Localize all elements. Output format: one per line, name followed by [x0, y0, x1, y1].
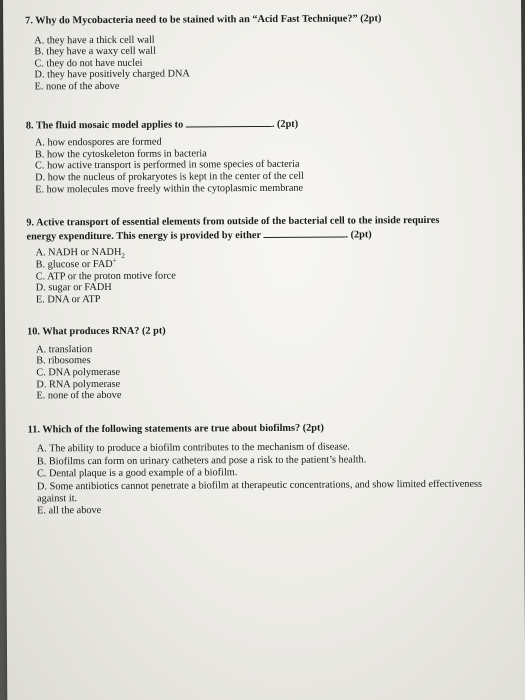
question-7-option-c: C. they do not have nuclei	[34, 57, 143, 70]
question-9-points: . (2pt)	[345, 229, 372, 241]
question-7-option-a: A. they have a thick cell wall	[34, 34, 155, 46]
worksheet-content	[25, 13, 498, 519]
question-10-option-a: A. translation	[36, 343, 93, 356]
question-9-prompt-line1: Active transport of essential elements from outside of the bacterial cell to the inside requires	[36, 215, 440, 229]
question-10-option-d: D. RNA polymerase	[36, 378, 121, 391]
question-9-option-a-subscript: 2	[121, 252, 125, 261]
question-10-option-c: C. DNA polymerase	[36, 366, 121, 379]
question-10-options	[36, 341, 497, 402]
question-9-option-a-text: A. NADH or NADH	[35, 247, 122, 259]
question-10-option-b: B. ribosomes	[36, 355, 91, 367]
question-9-text-line2	[26, 226, 496, 242]
question-10	[27, 324, 497, 402]
question-8-points: . (2pt)	[271, 118, 299, 130]
question-9-option-e: E. DNA or ATP	[35, 293, 101, 306]
question-8-option-c: C. how active transport is performed in some species of bacteria	[35, 159, 300, 172]
question-11-text	[28, 421, 498, 435]
question-11-option-e: E. all the above	[37, 505, 102, 517]
question-10-text	[27, 324, 497, 338]
question-8-option-e: E. how molecules move freely within the cytoplasmic membrane	[35, 182, 304, 195]
question-11-option-c: C. Dental plaque is a good example of a biofilm.	[36, 467, 238, 480]
question-7-number: 7.	[25, 15, 33, 27]
question-8-text	[26, 115, 496, 131]
question-11-option-b: B. Biofilms can form on urinary catheters and pose a risk to the patient’s health.	[36, 454, 367, 468]
question-11-number: 11.	[27, 424, 41, 436]
question-7-option-e: E. none of the above	[34, 80, 120, 93]
question-9-answer-blank	[263, 227, 345, 238]
question-10-option-e: E. none of the above	[36, 390, 122, 402]
question-9-prompt-line2: energy expenditure. This energy is provided by either	[26, 229, 261, 243]
question-10-number: 10.	[27, 326, 40, 338]
question-8-option-d: D. how the nucleus of prokaryotes is kept in the center of the cell	[35, 170, 304, 184]
question-8-prompt: The fluid mosaic model applies to	[35, 119, 184, 131]
question-8-number: 8.	[25, 119, 34, 132]
question-11	[28, 421, 499, 518]
question-9-option-b-superscript: +	[112, 256, 117, 265]
question-7-options	[34, 32, 495, 93]
question-9-option-d: D. sugar or FADH	[35, 282, 112, 294]
question-10-prompt: What produces RNA? (2 pt)	[42, 325, 166, 338]
question-7-text	[25, 13, 495, 27]
question-8-option-a: A. how endospores are formed	[34, 136, 162, 149]
question-8-option-b: B. how the cytoskeleton forms in bacteria	[34, 148, 207, 161]
question-9-option-c: C. ATP or the proton motive force	[35, 270, 176, 282]
question-9-options	[36, 245, 497, 306]
question-7-prompt: Why do Mycobacteria need to be stained with an “Acid Fast Technique?” (2pt)	[35, 13, 382, 27]
question-9-option-b-text: B. glucose or FAD	[35, 258, 113, 271]
question-11-options	[37, 441, 498, 518]
question-11-option-a: A. The ability to produce a biofilm contributes to the mechanism of disease.	[36, 441, 351, 455]
question-11-option-d: D. Some antibiotics cannot penetrate a biofilm at therapeutic concentrations, and show limited effectiveness against it.	[36, 478, 483, 505]
question-8-answer-blank	[186, 117, 272, 128]
question-9-number: 9.	[26, 217, 35, 229]
question-7-option-b: B. they have a waxy cell wall	[34, 45, 156, 58]
question-11-prompt: Which of the following statements are true about biofilms? (2pt)	[42, 422, 324, 436]
question-7-option-d: D. they have positively charged DNA	[34, 68, 190, 81]
question-8-options	[35, 135, 496, 196]
question-7	[25, 13, 495, 93]
question-9	[26, 215, 497, 306]
worksheet-page	[3, 0, 525, 700]
question-8	[26, 115, 496, 195]
